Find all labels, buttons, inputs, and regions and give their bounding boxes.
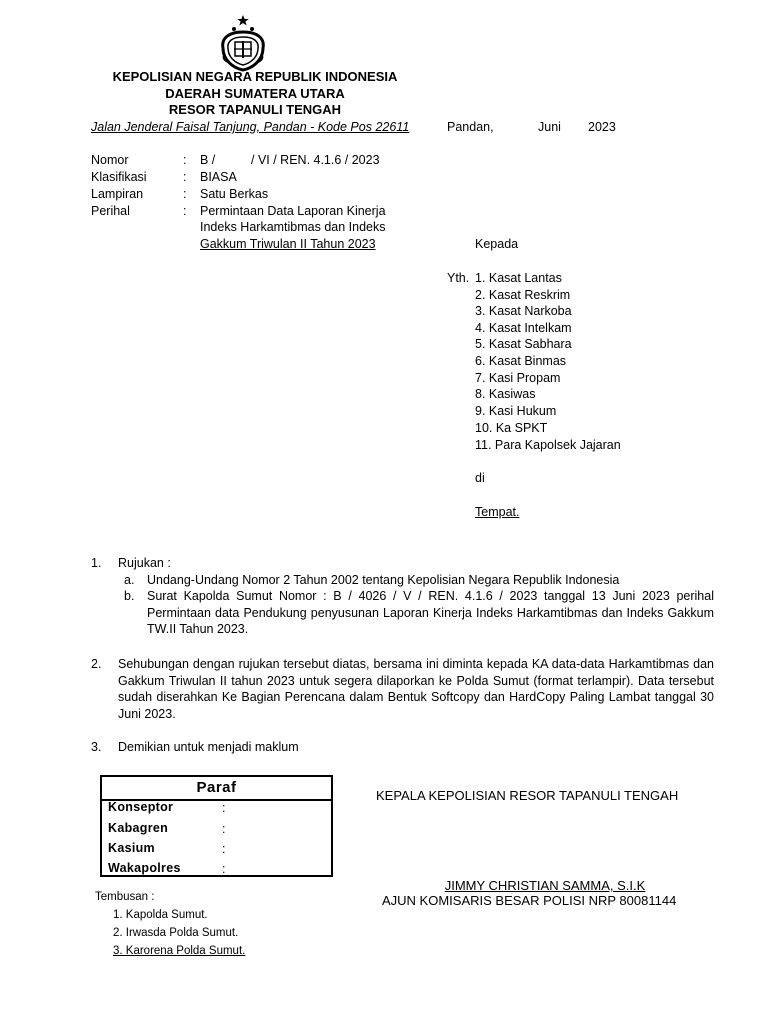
paragraph-1-number: 1. xyxy=(91,556,102,570)
paragraph-1b-text: Surat Kapolda Sumut Nomor : B / 4026 / V / REN. 4.1.6 / 2023 tanggal 13 Juni 2023 perihal Permintaan data Pendukung penyusunan Laporan Kinerja Indeks Harkamtibmas dan Indeks Gakkum TW.II Tahun 2023. xyxy=(147,589,714,636)
recipient-item: 2. Kasat Reskrim xyxy=(475,288,571,302)
recipient-item: 4. Kasat Intelkam xyxy=(475,321,572,335)
paraf-row-colon: : xyxy=(222,801,226,815)
perihal-line-1: Permintaan Data Laporan Kinerja xyxy=(200,204,386,218)
date-year: 2023 xyxy=(588,120,616,134)
nomor-label: Nomor xyxy=(91,153,129,167)
recipient-item: 8. Kasiwas xyxy=(475,387,536,401)
yth-label: Yth. xyxy=(447,271,470,285)
paragraph-2-number: 2. xyxy=(91,657,102,671)
klasifikasi-colon: : xyxy=(183,170,187,184)
tembusan-item: 2. Irwasda Polda Sumut. xyxy=(113,927,239,939)
recipient-item: 6. Kasat Binmas xyxy=(475,354,567,368)
signature-rank: AJUN KOMISARIS BESAR POLISI NRP 80081144 xyxy=(382,893,677,908)
date-month: Juni xyxy=(538,120,561,134)
tembusan-item: 1. Kapolda Sumut. xyxy=(113,909,208,921)
paragraph-2-text: Sehubungan dengan rujukan tersebut diatas, bersama ini diminta kepada KA data-data Harkamtibmas dan Gakkum Triwulan II tahun 2023 untuk segera dilaporkan ke Polda Sumut (format terlampir). Data tersebut sudah diserahkan Ke Bagian Perencana dalam Bentuk Softcopy dan HardCopy Paling Lambat tanggal 30 Juni 2023. xyxy=(118,657,714,721)
header-line-3: RESOR TAPANULI TENGAH xyxy=(168,102,342,117)
klasifikasi-value: BIASA xyxy=(200,170,237,184)
paragraph-1b-letter: b. xyxy=(124,589,135,603)
klasifikasi-label: Klasifikasi xyxy=(91,170,147,184)
recipient-item: 10. Ka SPKT xyxy=(475,421,548,435)
recipient-item: 3. Kasat Narkoba xyxy=(475,304,572,318)
paragraph-1-title: Rujukan : xyxy=(118,556,171,570)
header-line-2: DAERAH SUMATERA UTARA xyxy=(165,86,345,101)
signature-name: JIMMY CHRISTIAN SAMMA, S.I.K xyxy=(444,878,646,893)
lampiran-colon: : xyxy=(183,187,187,201)
di-label: di xyxy=(475,471,485,485)
recipient-item: 11. Para Kapolsek Jajaran xyxy=(475,438,621,452)
header-address: Jalan Jenderal Faisal Tanjung, Pandan - Kode Pos 22611 xyxy=(91,120,410,134)
tempat-label: Tempat. xyxy=(475,505,520,519)
paraf-row-colon: : xyxy=(222,842,226,856)
paragraph-1a-text: Undang-Undang Nomor 2 Tahun 2002 tentang Kepolisian Negara Republik Indonesia xyxy=(147,573,620,587)
paragraph-3-text: Demikian untuk menjadi maklum xyxy=(118,740,299,754)
perihal-colon: : xyxy=(183,204,187,218)
paraf-row-colon: : xyxy=(222,862,226,876)
paragraph-1a-letter: a. xyxy=(124,573,135,587)
perihal-line-2: Indeks Harkamtibmas dan Indeks xyxy=(200,220,386,234)
tembusan-item: 3. Karorena Polda Sumut. xyxy=(113,945,246,957)
recipient-item: 7. Kasi Propam xyxy=(475,371,561,385)
paraf-title: Paraf xyxy=(102,777,331,801)
perihal-label: Perihal xyxy=(91,204,130,218)
recipient-item: 9. Kasi Hukum xyxy=(475,404,557,418)
nomor-value-a: B / xyxy=(200,153,216,167)
police-emblem-logo xyxy=(217,14,269,72)
lampiran-label: Lampiran xyxy=(91,187,144,201)
paraf-row-label: Wakapolres xyxy=(108,861,181,875)
paraf-row-label: Kabagren xyxy=(108,821,169,835)
paraf-box xyxy=(100,775,333,877)
signature-position: KEPALA KEPOLISIAN RESOR TAPANULI TENGAH xyxy=(376,788,679,803)
paraf-row-label: Konseptor xyxy=(108,800,174,814)
nomor-value-b: / VI / REN. 4.1.6 / 2023 xyxy=(251,153,380,167)
header-line-1: KEPOLISIAN NEGARA REPUBLIK INDONESIA xyxy=(112,69,398,84)
paraf-row-label: Kasium xyxy=(108,841,155,855)
tembusan-title: Tembusan : xyxy=(95,891,155,903)
nomor-colon: : xyxy=(183,153,187,167)
paraf-row-colon: : xyxy=(222,822,226,836)
date-place: Pandan, xyxy=(447,120,494,134)
recipient-item: 5. Kasat Sabhara xyxy=(475,337,572,351)
paragraph-3-number: 3. xyxy=(91,740,102,754)
perihal-line-3: Gakkum Triwulan II Tahun 2023 xyxy=(200,237,376,251)
recipient-item: 1. Kasat Lantas xyxy=(475,271,562,285)
lampiran-value: Satu Berkas xyxy=(200,187,269,201)
kepada-label: Kepada xyxy=(475,237,519,251)
